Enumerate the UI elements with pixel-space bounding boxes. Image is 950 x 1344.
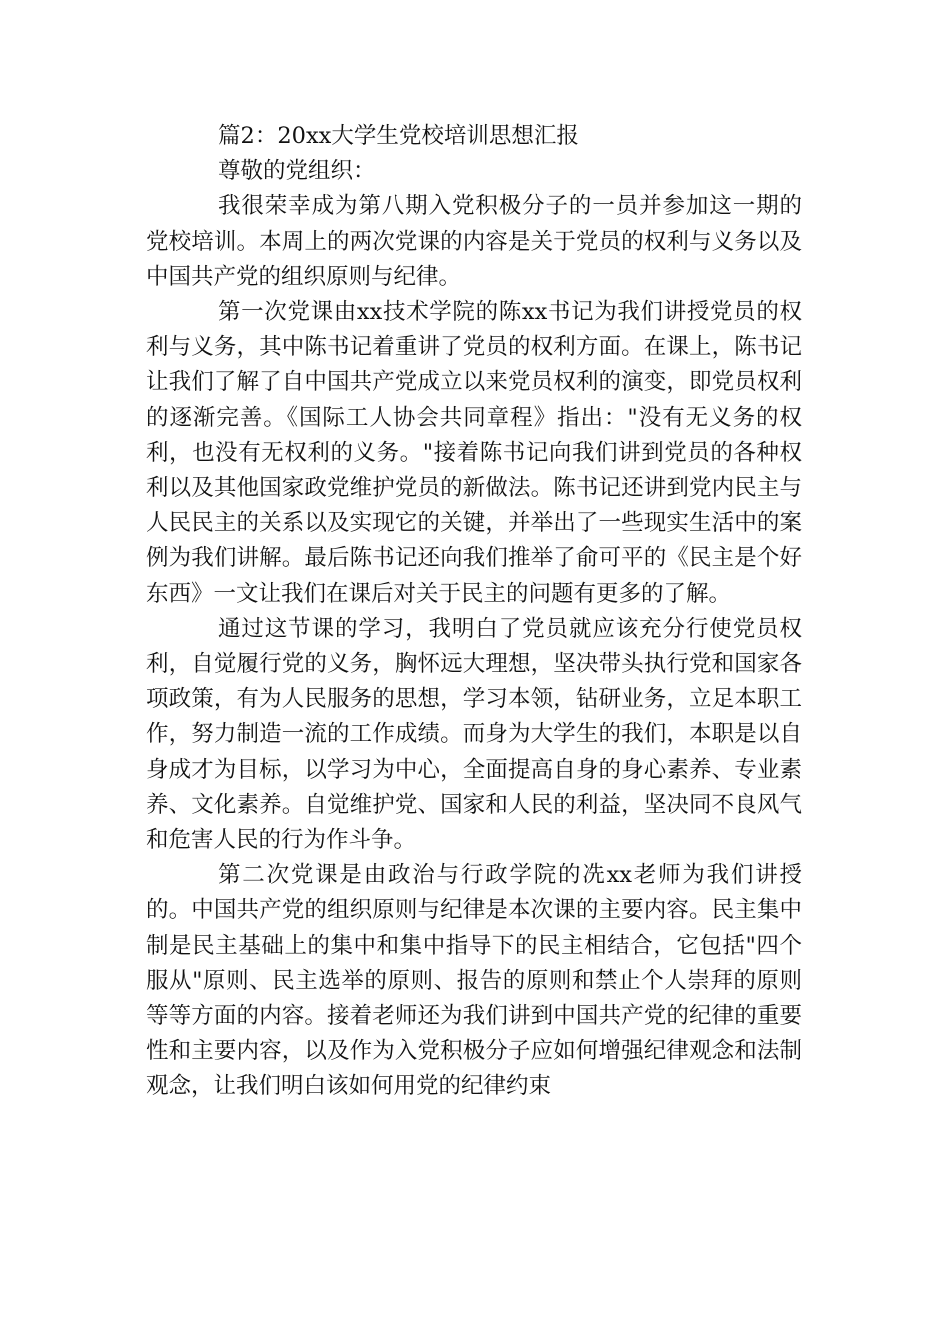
paragraph-reflection: 通过这节课的学习，我明白了党员就应该充分行使党员权利，自觉履行党的义务，胸怀远大理想，坚决带头执行党和国家各项政策，有为人民服务的思想，学习本领，钻研业务，立足本职工作，努力制造一流的工作成绩。而身为大学生的我们，本职是以自身成才为目标，以学习为中心，全面提高自身的身心素养、专业素养、文化素养。自觉维护党、国家和人民的利益，坚决同不良风气和危害人民的行为作斗争。 bbox=[146, 615, 802, 854]
paragraph-first-lesson: 第一次党课由xx技术学院的陈xx书记为我们讲授党员的权利与义务，其中陈书记着重讲了党员的权利方面。在课上，陈书记让我们了解了自中国共产党成立以来党员权利的演变，即党员权利的逐渐完善。《国际工人协会共同章程》指出："没有无义务的权利，也没有无权利的义务。"接着陈书记向我们讲到党员的各种权利以及其他国家政党维护党员的新做法。陈书记还讲到党内民主与人民民主的关系以及实现它的关键，并举出了一些现实生活中的案例为我们讲解。最后陈书记还向我们推举了俞可平的《民主是个好东西》一文让我们在课后对关于民主的问题有更多的了解。 bbox=[146, 299, 802, 607]
document-body bbox=[146, 119, 802, 1105]
paragraph-second-lesson: 第二次党课是由政治与行政学院的冼xx老师为我们讲授的。中国共产党的组织原则与纪律是本次课的主要内容。民主集中制是民主基础上的集中和集中指导下的民主相结合，它包括"四个服从"原则、民主选举的原则、报告的原则和禁止个人崇拜的原则等等方面的内容。接着老师还为我们讲到中国共产党的纪律的重要性和主要内容，以及作为入党积极分子应如何增强纪律观念和法制观念，让我们明白该如何用党的纪律约束 bbox=[146, 862, 802, 1100]
salutation: 尊敬的党组织： bbox=[218, 158, 376, 185]
document-title: 篇2：20xx大学生党校培训思想汇报 bbox=[218, 123, 579, 149]
paragraph-intro: 我很荣幸成为第八期入党积极分子的一员并参加这一期的党校培训。本周上的两次党课的内容是关于党员的权利与义务以及中国共产党的组织原则与纪律。 bbox=[146, 193, 802, 290]
